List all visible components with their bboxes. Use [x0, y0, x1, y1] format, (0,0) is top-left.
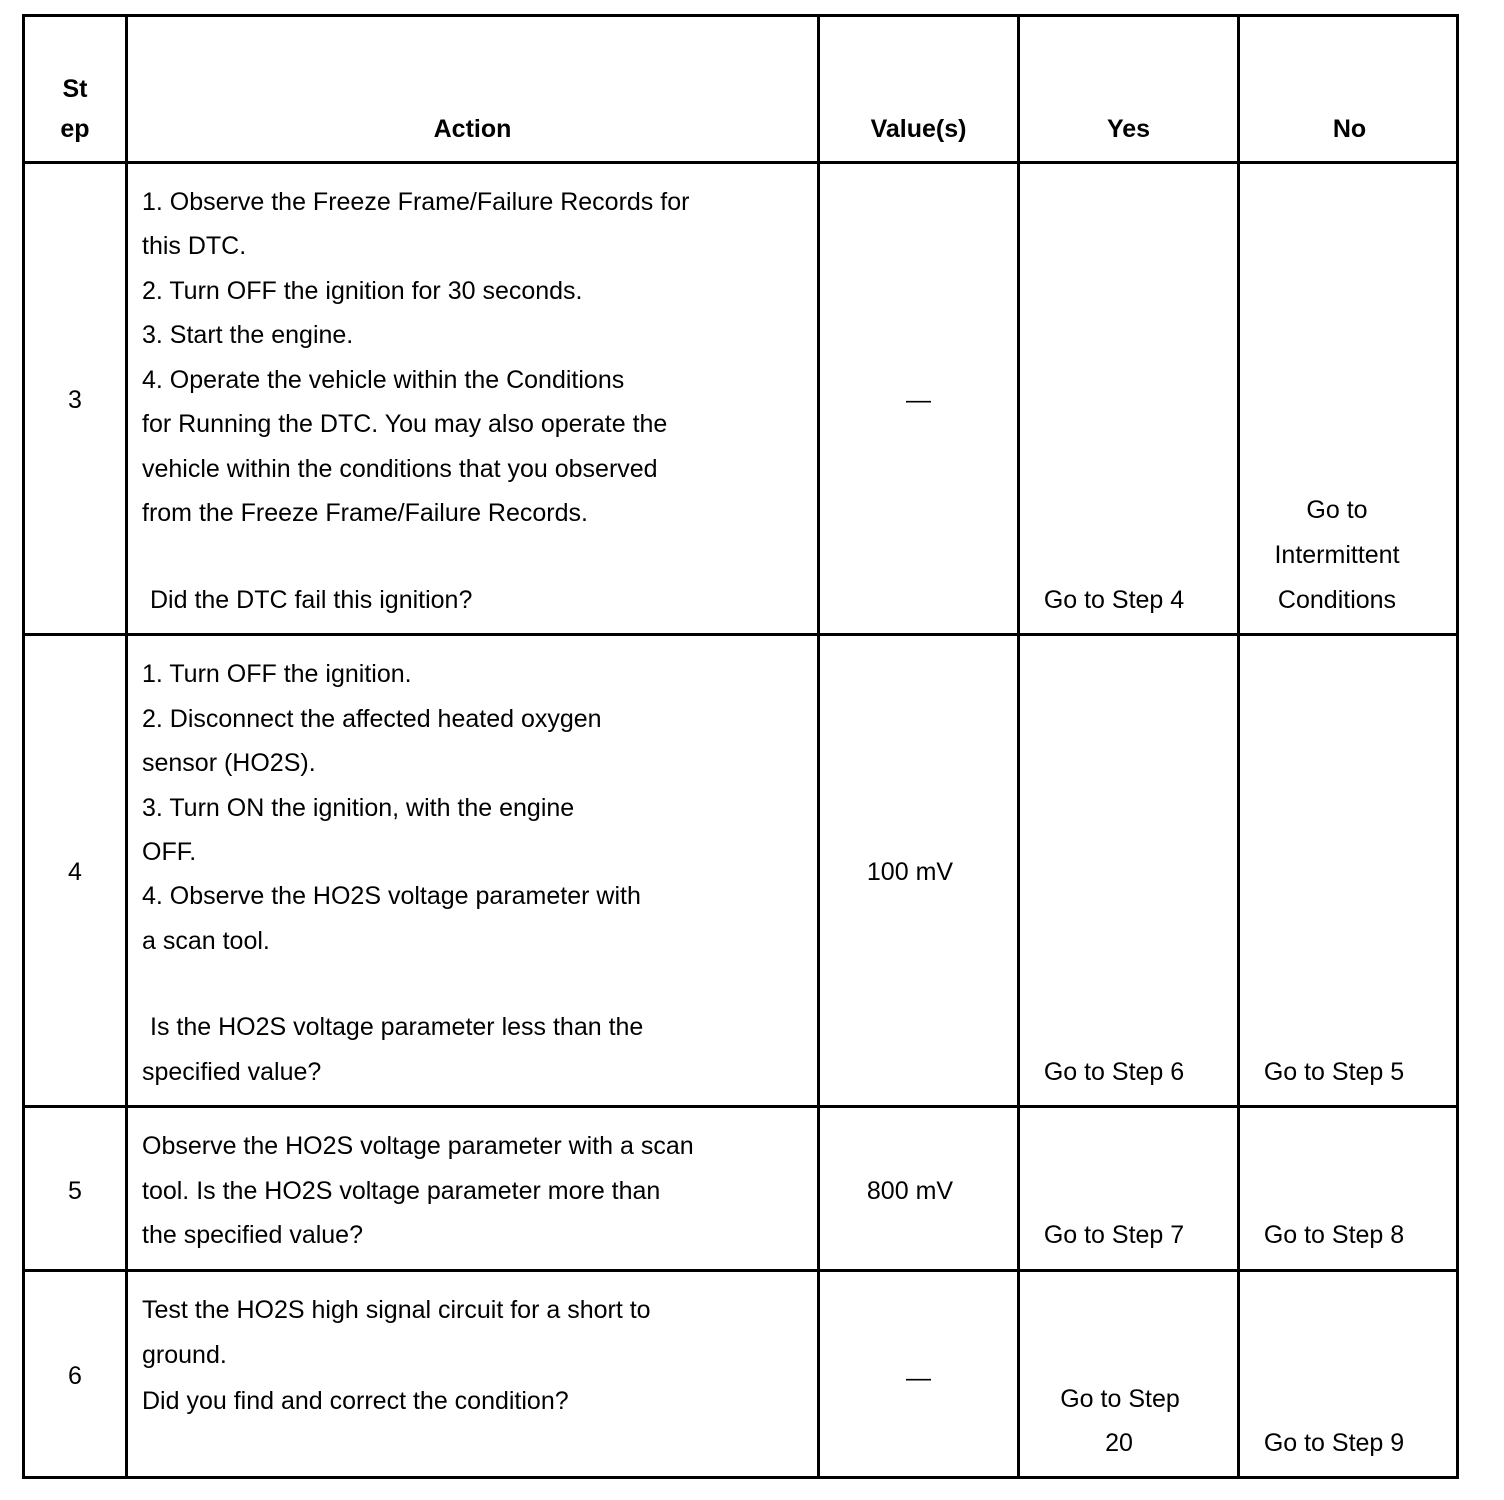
action-question: specified value? — [142, 1058, 322, 1086]
action-line: this DTC. — [142, 232, 247, 260]
yes-cell: Go to Step 6 — [1043, 1058, 1185, 1086]
action-line: 1. Turn OFF the ignition. — [142, 660, 412, 688]
yes-cell: Go to Step 4 — [1043, 586, 1185, 614]
action-line: 2. Turn OFF the ignition for 30 seconds. — [142, 277, 583, 305]
step-number: 3 — [68, 386, 82, 414]
step-number: 5 — [68, 1177, 82, 1205]
header-values: Value(s) — [870, 115, 967, 143]
row-divider — [25, 1269, 1456, 1272]
column-divider — [817, 17, 820, 1476]
header-step-line2: ep — [60, 115, 90, 143]
action-line: Observe the HO2S voltage parameter with a scan — [142, 1132, 694, 1160]
action-line: 1. Observe the Freeze Frame/Failure Records for — [142, 188, 690, 216]
header-action: Action — [433, 115, 512, 143]
action-line: from the Freeze Frame/Failure Records. — [142, 499, 588, 527]
action-line: Did you find and correct the condition? — [142, 1387, 569, 1415]
no-cell: Go to Step 8 — [1263, 1221, 1405, 1249]
no-cell-line: Go to — [1306, 496, 1368, 524]
row-divider — [25, 633, 1456, 636]
action-line: sensor (HO2S). — [142, 749, 316, 777]
action-line: Test the HO2S high signal circuit for a short to — [142, 1296, 651, 1324]
column-divider — [125, 17, 128, 1476]
value-cell: 100 mV — [866, 858, 954, 886]
action-line: for Running the DTC. You may also operate the — [142, 410, 668, 438]
action-line: a scan tool. — [142, 927, 270, 955]
action-line: tool. Is the HO2S voltage parameter more than — [142, 1177, 661, 1205]
action-question: Did the DTC fail this ignition? — [150, 586, 473, 614]
action-line: the specified value? — [142, 1221, 363, 1249]
no-cell-line: Conditions — [1277, 586, 1397, 614]
yes-cell-line: Go to Step — [1060, 1385, 1180, 1413]
header-step-line1: St — [62, 75, 88, 103]
no-cell-line: Intermittent — [1274, 541, 1400, 569]
value-cell: — — [906, 1364, 931, 1392]
yes-cell-line: 20 — [1105, 1429, 1133, 1457]
value-cell: 800 mV — [866, 1177, 954, 1205]
action-line: 3. Start the engine. — [142, 321, 354, 349]
action-line: 4. Operate the vehicle within the Conditions — [142, 366, 625, 394]
action-line: ground. — [142, 1341, 227, 1369]
row-divider — [25, 1105, 1456, 1108]
row-divider — [25, 161, 1456, 164]
action-question: Is the HO2S voltage parameter less than the — [150, 1013, 644, 1041]
value-cell: — — [906, 386, 931, 414]
action-line: 2. Disconnect the affected heated oxygen — [142, 705, 602, 733]
yes-cell: Go to Step 7 — [1043, 1221, 1185, 1249]
header-no: No — [1332, 115, 1367, 143]
no-cell: Go to Step 9 — [1263, 1429, 1405, 1457]
action-line: 4. Observe the HO2S voltage parameter with — [142, 882, 641, 910]
step-number: 4 — [68, 858, 82, 886]
no-cell: Go to Step 5 — [1263, 1058, 1405, 1086]
action-line: vehicle within the conditions that you observed — [142, 455, 658, 483]
action-line: 3. Turn ON the ignition, with the engine — [142, 794, 575, 822]
step-number: 6 — [68, 1362, 82, 1390]
action-line: OFF. — [142, 838, 197, 866]
header-yes: Yes — [1106, 115, 1151, 143]
diagnostic-table — [22, 14, 1459, 1479]
